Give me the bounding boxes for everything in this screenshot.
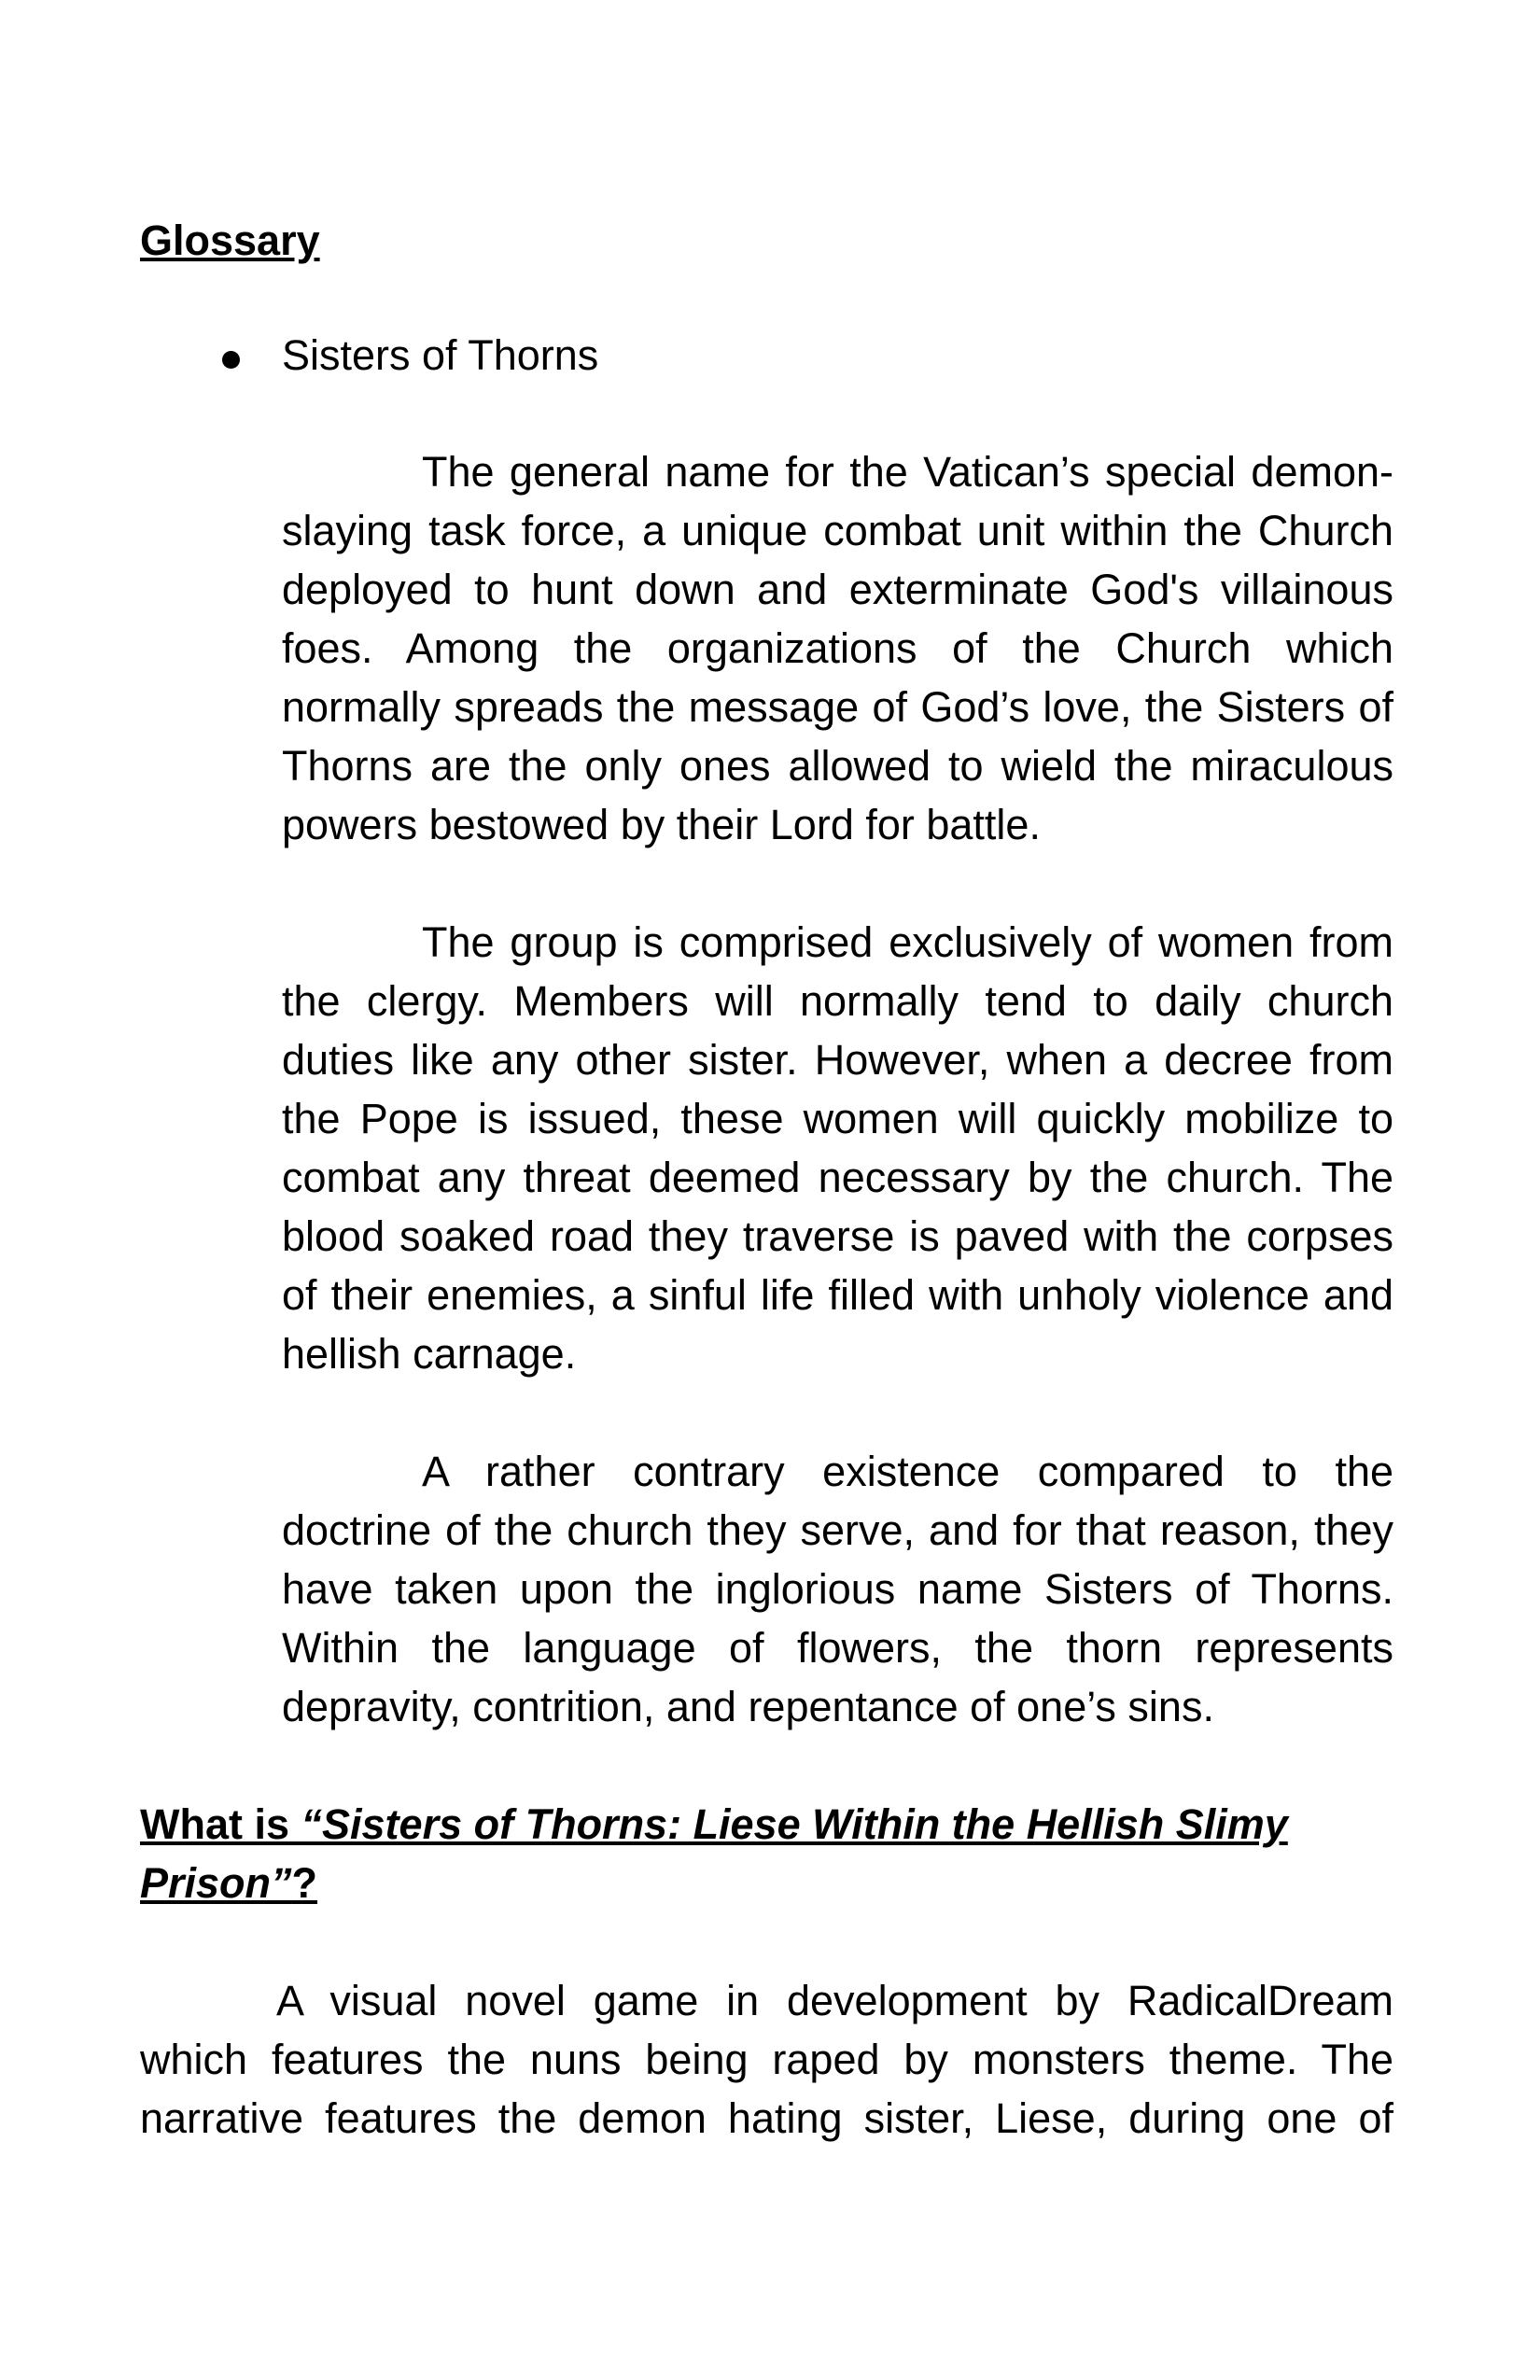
bullet-icon — [222, 351, 240, 369]
what-is-body-paragraph: A visual novel game in development by RadicalDream which features the nuns being raped by monsters theme. The narrative features the demon hating sister, Liese, during one of — [140, 1977, 1393, 2142]
glossary-heading: Glossary — [140, 217, 320, 264]
what-is-heading-game-title: “Sisters of Thorns: Liese Within the Hellish Slimy Prison” — [140, 1800, 1288, 1907]
what-is-heading — [140, 1795, 1393, 1912]
what-is-heading-suffix: ? — [291, 1859, 318, 1907]
glossary-list-item — [140, 326, 1393, 385]
glossary-definition-paragraph: The group is comprised exclusively of women from the clergy. Members will normally tend to daily church duties like any other sister. However, when a decree from the Pope is issued, these women will quickly mobilize to combat any threat deemed necessary by the church. The blood soaked road they traverse is paved with the corpses of their enemies, a sinful life filled with unholy violence and hellish carnage. — [282, 918, 1393, 1378]
glossary-definition-paragraph: A rather contrary existence compared to the doctrine of the church they serve, and for that reason, they have taken upon the inglorious name Sisters of Thorns. Within the language of flowers, the thorn represents depravity, contrition, and repentance of one’s sins. — [282, 1448, 1393, 1730]
glossary-term-label: Sisters of Thorns — [282, 331, 599, 379]
glossary-definition-paragraph: The general name for the Vatican’s special demon-slaying task force, a unique combat unit within the Church deployed to hunt down and exterminate God's villainous foes. Among the organizations of the Church which normally spreads the message of God’s love, the Sisters of Thorns are the only ones allowed to wield the miraculous powers bestowed by their Lord for battle. — [282, 448, 1393, 848]
what-is-heading-prefix: What is — [140, 1800, 301, 1848]
